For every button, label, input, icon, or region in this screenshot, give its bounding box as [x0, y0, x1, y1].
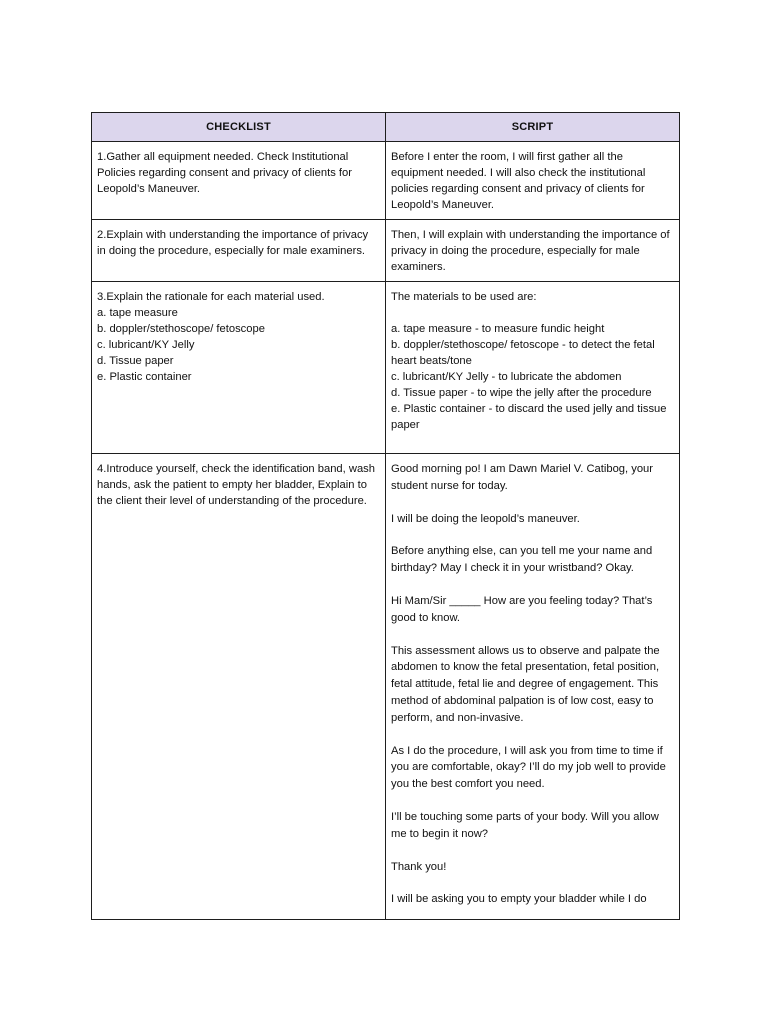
script-item: d. Tissue paper - to wipe the jelly after the procedure — [391, 387, 652, 399]
checklist-item: e. Plastic container — [97, 371, 192, 383]
script-paragraph: I’ll be touching some parts of your body. Will you allow me to begin it now? — [391, 810, 659, 840]
script-paragraph: I will be doing the leopold’s maneuver. — [391, 512, 580, 525]
script-item: a. tape measure - to measure fundic height — [391, 323, 605, 335]
checklist-item: b. doppler/stethoscope/ fetoscope — [97, 323, 265, 335]
document-page — [91, 112, 679, 920]
script-paragraph: Before anything else, can you tell me your name and birthday? May I check it in your wristband? Okay. — [391, 545, 653, 575]
script-cell: Then, I will explain with understanding the importance of privacy in doing the procedure, especially for male examiners. — [386, 220, 680, 282]
script-paragraph: Hi Mam/Sir _____ How are you feeling today? That’s good to know. — [391, 594, 653, 624]
script-cell — [386, 282, 680, 454]
script-item: c. lubricant/KY Jelly - to lubricate the abdomen — [391, 371, 622, 383]
script-paragraph: I will be asking you to empty your bladder while I do — [391, 893, 647, 906]
script-item: e. Plastic container - to discard the used jelly and tissue paper — [391, 403, 667, 431]
script-intro: The materials to be used are: — [391, 291, 537, 303]
table-row — [92, 454, 680, 920]
script-column-header: SCRIPT — [386, 113, 680, 142]
blank-line — [391, 305, 673, 321]
checklist-cell: 2.Explain with understanding the importance of privacy in doing the procedure, especially for male examiners. — [92, 220, 386, 282]
checklist-item: c. lubricant/KY Jelly — [97, 339, 195, 351]
script-paragraph: Thank you! — [391, 860, 447, 873]
script-item: b. doppler/stethoscope/ fetoscope - to detect the fetal heart beats/tone — [391, 339, 655, 367]
table-row — [92, 220, 680, 282]
script-paragraphs — [391, 461, 673, 913]
table-row — [92, 142, 680, 220]
checklist-column-header: CHECKLIST — [92, 113, 386, 142]
script-cell — [386, 454, 680, 920]
table-header-row — [92, 113, 680, 142]
checklist-cell: 4.Introduce yourself, check the identification band, wash hands, ask the patient to empty her bladder, Explain to the client their level of understanding of the procedure. — [92, 454, 386, 920]
checklist-script-table — [91, 112, 680, 920]
script-paragraph: This assessment allows us to observe and palpate the abdomen to know the fetal presentation, fetal position, fetal attitude, fetal lie and degree of engagement. This method of abdominal palpation is of low cost, easy to perform, and non-invasive. — [391, 644, 660, 724]
table-row — [92, 282, 680, 454]
script-paragraph: As I do the procedure, I will ask you from time to time if you are comfortable, okay? I’ll do my job well to provide you the best comfort you need. — [391, 744, 666, 791]
script-paragraph: Good morning po! I am Dawn Mariel V. Catibog, your student nurse for today. — [391, 463, 653, 492]
checklist-cell: 1.Gather all equipment needed. Check Institutional Policies regarding consent and privacy of clients for Leopold’s Maneuver. — [92, 142, 386, 220]
script-cell: Before I enter the room, I will first gather all the equipment needed. I will also check the institutional policies regarding consent and privacy of clients for Leopold’s Maneuver. — [386, 142, 680, 220]
checklist-item: a. tape measure — [97, 307, 178, 319]
checklist-item: d. Tissue paper — [97, 355, 174, 367]
checklist-cell — [92, 282, 386, 454]
checklist-intro: 3.Explain the rationale for each material used. — [97, 291, 325, 303]
